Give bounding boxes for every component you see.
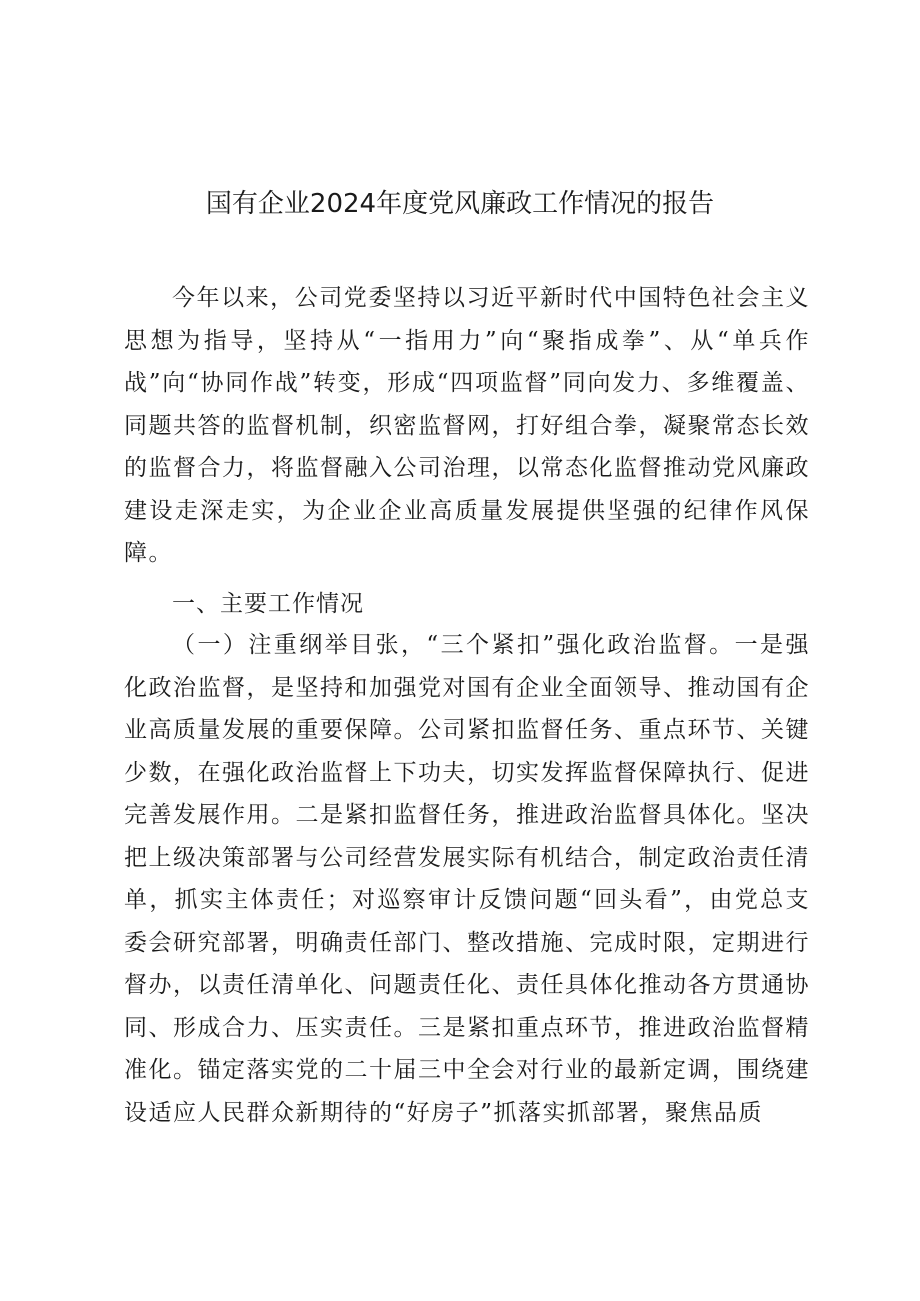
intro-paragraph: 今年以来，公司党委坚持以习近平新时代中国特色社会主义思想为指导，坚持从“一指用力”向“聚指成拳”、从“单兵作战”向“协同作战”转变，形成“四项监督”同向发力、多维覆盖、同题共答的监督机制，织密监督网，打好组合拳，凝聚常态长效的监督合力，将监督融入公司治理，以常态化监督推动党风廉政建设走深走实，为企业企业高质量发展提供坚强的纪律作风保障。 [124, 285, 810, 566]
section-heading: 一、主要工作情况 [172, 591, 364, 617]
document-title: 国有企业2024年度党风廉政工作情况的报告 [205, 189, 715, 219]
paragraph-political-supervision: （一）注重纲举目张，“三个紧扣”强化政治监督。一是强化政治监督，是坚持和加强党对国有企业全面领导、推动国有企业高质量发展的重要保障。公司紧扣监督任务、重点环节、关键少数，在强化政治监督上下功夫，切实发挥监督保障执行、促进完善发展作用。二是紧扣监督任务，推进政治监督具体化。坚决把上级决策部署与公司经营发展实际有机结合，制定政治责任清单，抓实主体责任；对巡察审计反馈问题“回头看”，由党总支委会研究部署，明确责任部门、整改措施、完成时限，定期进行督办，以责任清单化、问题责任化、责任具体化推动各方贯通协同、形成合力、压实责任。三是紧扣重点环节，推进政治监督精准化。锚定落实党的二十届三中全会对行业的最新定调，围绕建设适应人民群众新期待的“好房子”抓落实抓部署，聚焦品质 [124, 632, 810, 1126]
